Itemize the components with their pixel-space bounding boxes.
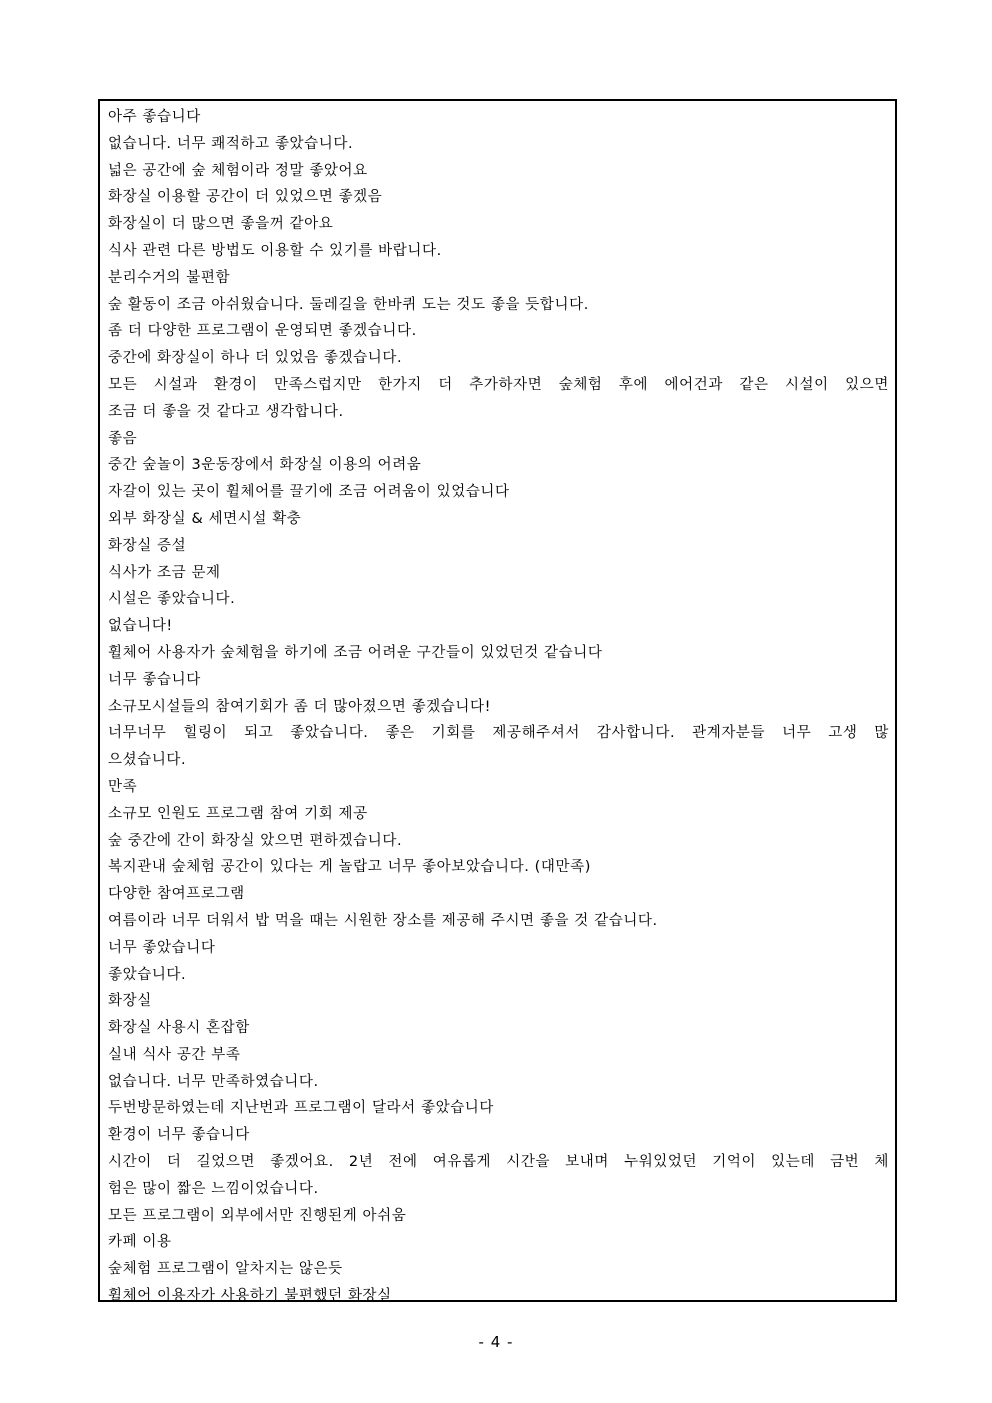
response-line: 식사가 조금 문제 — [108, 564, 221, 581]
response-line: 없습니다. 너무 쾌적하고 좋았습니다. — [108, 135, 354, 152]
response-line: 중간에 화장실이 하나 더 있었음 좋겠습니다. — [108, 350, 403, 367]
response-line: 복지관내 숲체험 공간이 있다는 게 놀랍고 너무 좋아보았습니다. (대만족) — [108, 859, 591, 876]
response-line: 환경이 너무 좋습니다 — [108, 1127, 250, 1144]
response-line: 너무 좋습니다 — [108, 671, 201, 688]
response-line: 좀 더 다양한 프로그램이 운영되면 좋겠습니다. — [108, 323, 417, 340]
response-line: 여름이라 너무 더워서 밥 먹을 때는 시원한 장소를 제공해 주시면 좋을 것 같습니다. — [108, 912, 658, 929]
response-line: 없습니다. 너무 만족하였습니다. — [108, 1073, 319, 1090]
response-line: 자갈이 있는 곳이 휠체어를 끌기에 조금 어려움이 있었습니다 — [108, 484, 510, 501]
response-line: 으셨습니다. — [108, 752, 187, 769]
response-line: 조금 더 좋을 것 같다고 생각합니다. — [108, 403, 344, 420]
response-line: 두번방문하였는데 지난번과 프로그램이 달라서 좋았습니다 — [108, 1100, 495, 1117]
response-line: 모든 시설과 환경이 만족스럽지만 한가지 더 추가하자면 숲체험 후에 에어건과 같은 시설이 있으면 — [108, 376, 889, 393]
response-line: 아주 좋습니다 — [108, 109, 201, 125]
response-line: 숲 활동이 조금 아쉬웠습니다. 둘레길을 한바퀴 도는 것도 좋을 듯합니다. — [108, 296, 589, 313]
response-line: 너무 좋았습니다 — [108, 939, 216, 956]
response-line: 숲 중간에 간이 화장실 았으면 편하겠습니다. — [108, 832, 403, 849]
response-line: 실내 식사 공간 부족 — [108, 1046, 241, 1063]
survey-response-box — [98, 99, 897, 1305]
response-line: 화장실 증설 — [108, 537, 187, 554]
response-line: 험은 많이 짧은 느낌이었습니다. — [108, 1180, 319, 1197]
response-line: 소규모시설들의 참여기회가 좀 더 많아졌으면 좋겠습니다! — [108, 698, 492, 715]
response-line: 식사 관련 다른 방법도 이용할 수 있기를 바랍니다. — [108, 242, 442, 259]
response-list — [108, 104, 889, 1310]
response-line: 좋음 — [108, 430, 138, 447]
page-number: - 4 - — [478, 1333, 514, 1351]
response-line: 휠체어 이용자가 사용하기 불편했던 화장실 — [108, 1288, 392, 1305]
response-line: 좋았습니다. — [108, 966, 187, 983]
response-line: 모든 프로그램이 외부에서만 진행된게 아쉬움 — [108, 1207, 407, 1224]
response-line: 다양한 참여프로그램 — [108, 886, 245, 903]
response-line: 화장실 사용시 혼잡함 — [108, 1020, 250, 1037]
response-line: 화장실 이용할 공간이 더 있었으면 좋겠음 — [108, 189, 383, 206]
response-line: 시설은 좋았습니다. — [108, 591, 236, 608]
response-line: 화장실이 더 많으면 좋을꺼 같아요 — [108, 216, 334, 233]
response-line: 중간 숲놀이 3운동장에서 화장실 이용의 어려움 — [108, 457, 422, 474]
response-line: 화장실 — [108, 993, 152, 1010]
response-line: 시간이 더 길었으면 좋겠어요. 2년 전에 여유롭게 시간을 보내며 누워있었던 기억이 있는데 금번 체 — [108, 1154, 889, 1171]
response-line: 없습니다! — [108, 618, 173, 635]
response-line: 너무너무 힐링이 되고 좋았습니다. 좋은 기회를 제공해주셔서 감사합니다. 관계자분들 너무 고생 많 — [108, 725, 889, 742]
response-line: 휠체어 사용자가 숲체험을 하기에 조금 어려운 구간들이 있었던것 같습니다 — [108, 644, 603, 661]
response-line: 소규모 인원도 프로그램 참여 기회 제공 — [108, 805, 368, 822]
response-line: 외부 화장실 & 세면시설 확충 — [108, 510, 302, 527]
response-line: 넓은 공간에 숲 체험이라 정말 좋았어요 — [108, 162, 368, 179]
response-line: 만족 — [108, 778, 138, 795]
response-line: 카페 이용 — [108, 1234, 172, 1251]
response-line: 분리수거의 불편함 — [108, 269, 231, 286]
response-line: 숲체험 프로그램이 알차지는 않은듯 — [108, 1261, 343, 1278]
